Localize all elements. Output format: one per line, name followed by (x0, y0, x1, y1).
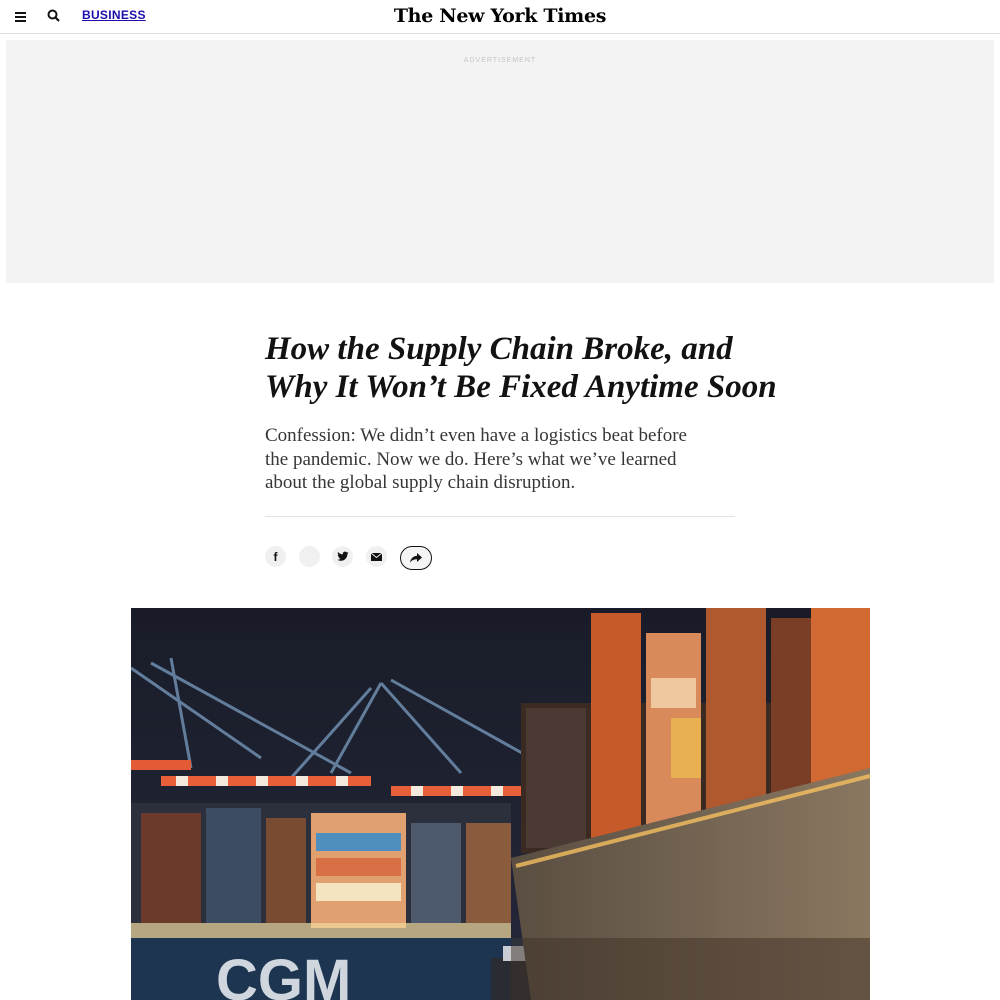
divider (265, 516, 735, 517)
article-headline: How the Supply Chain Broke, and Why It Won’t Be Fixed Anytime Soon (265, 331, 777, 405)
facebook-share-button[interactable] (265, 546, 286, 567)
advertisement-slot (6, 40, 994, 283)
container-ship-photo (131, 608, 870, 1000)
email-share-button[interactable] (366, 546, 387, 567)
facebook-icon: f (273, 549, 278, 564)
nyt-logo[interactable]: The New York Times (393, 5, 607, 27)
share-more-icon (410, 553, 422, 563)
lead-photo (131, 608, 870, 1000)
ship-hull-lettering: CGM (216, 948, 352, 1000)
twitter-icon (337, 551, 349, 562)
advertisement-label: ADVERTISEMENT (463, 57, 537, 64)
whatsapp-share-button[interactable] (299, 546, 320, 567)
email-icon (371, 553, 382, 561)
share-more-button[interactable] (400, 546, 432, 570)
twitter-share-button[interactable] (332, 546, 353, 567)
masthead (0, 0, 1000, 34)
section-link-business[interactable]: BUSINESS (82, 8, 146, 22)
article-summary: Confession: We didn’t even have a logistics beat before the pandemic. Now we do. Here’s what we’ve learned about the global supply chain disruption. (265, 425, 687, 493)
